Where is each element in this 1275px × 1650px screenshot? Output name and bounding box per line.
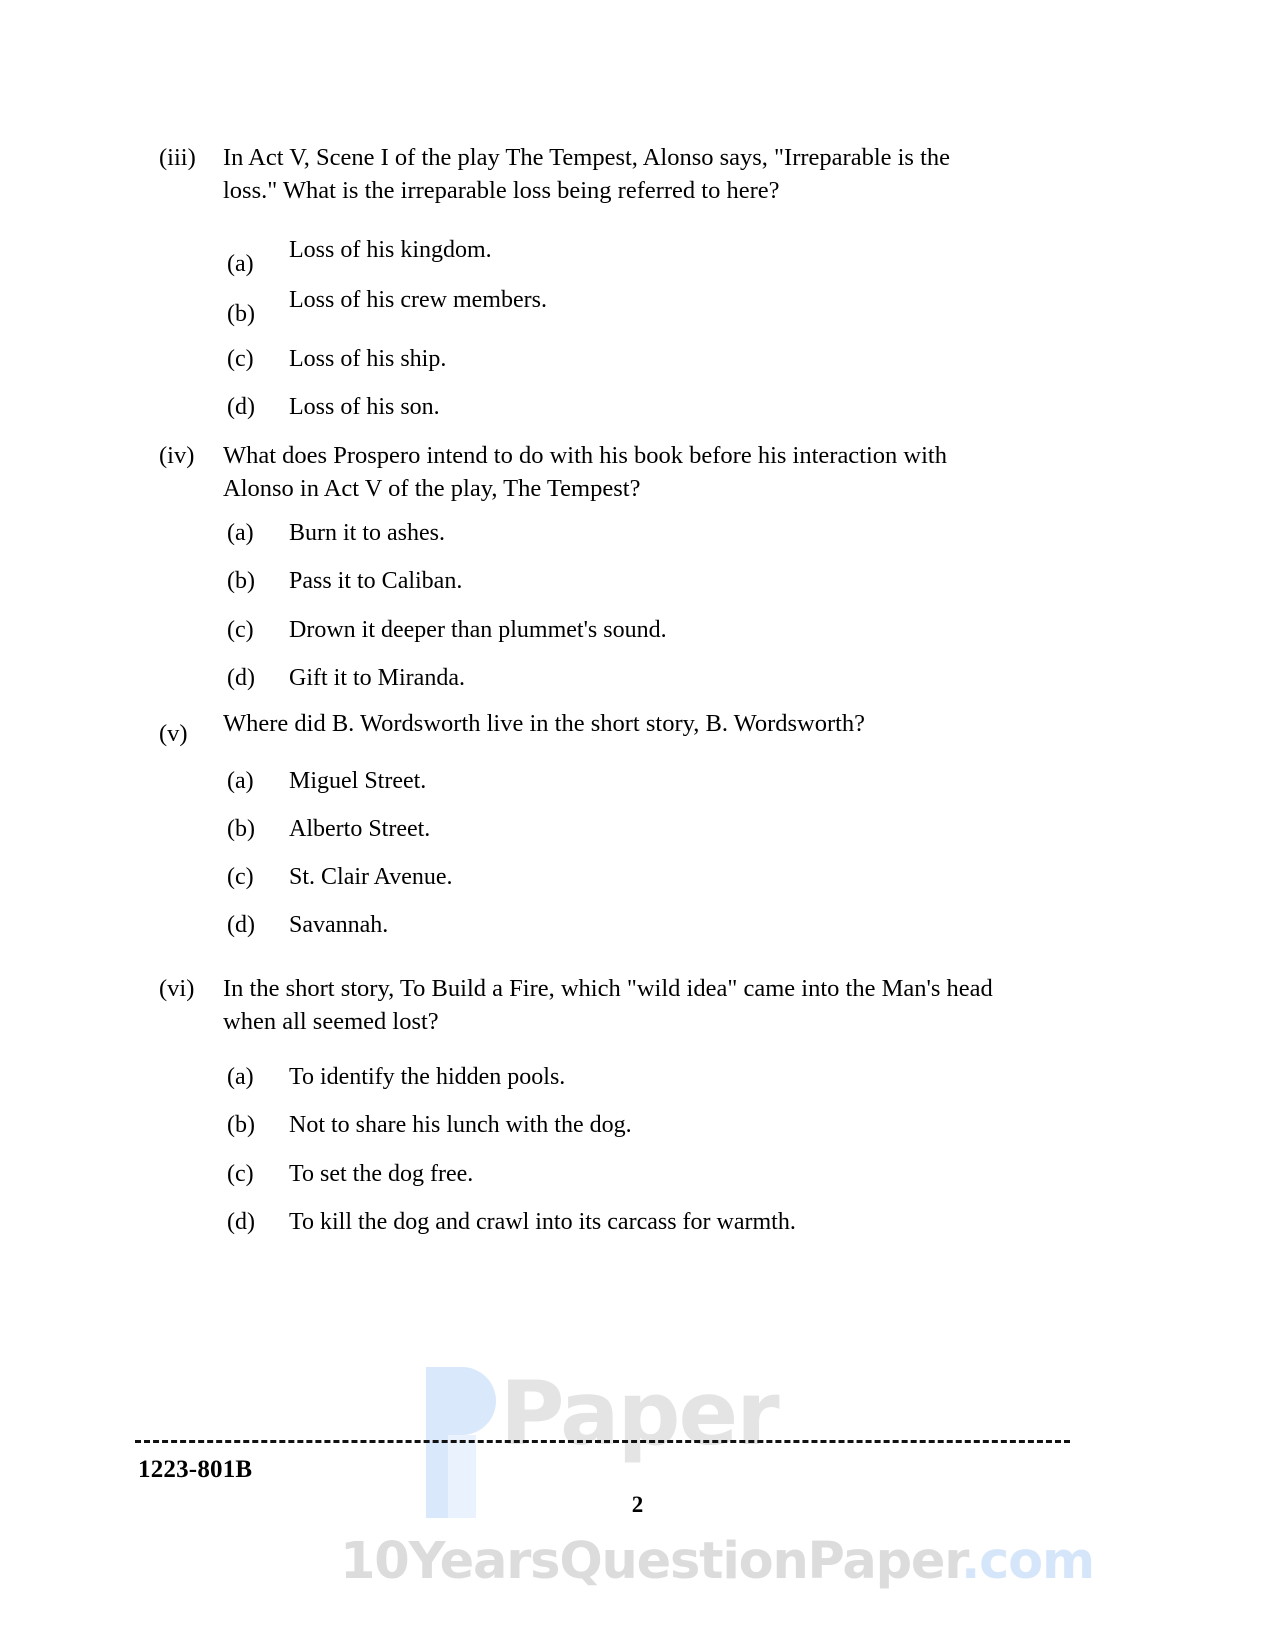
option-row[interactable] — [155, 344, 1055, 375]
option-text: Alberto Street. — [289, 815, 431, 842]
option-row[interactable] — [155, 766, 1055, 797]
option-text: St. Clair Avenue. — [289, 863, 453, 890]
option-text: To identify the hidden pools. — [289, 1064, 566, 1091]
page-number: 2 — [631, 1492, 644, 1517]
option-text: Burn it to ashes. — [289, 520, 445, 547]
option-text: Loss of his son. — [289, 393, 440, 420]
option-text: Not to share his lunch with the dog. — [289, 1112, 632, 1139]
brand-url-tld: .com — [960, 1532, 1094, 1591]
option-label: (d) — [227, 912, 255, 939]
question-header — [155, 142, 1055, 207]
option-row[interactable] — [155, 862, 1055, 893]
option-label: (d) — [227, 393, 255, 420]
option-text: Drown it deeper than plummet's sound. — [289, 616, 667, 643]
option-text: Loss of his ship. — [289, 345, 447, 372]
brand-word-watermark: Paper — [500, 1362, 778, 1465]
footer-divider — [135, 1440, 1070, 1443]
option-row[interactable] — [155, 615, 1055, 646]
option-label: (c) — [227, 863, 254, 890]
option-row[interactable] — [155, 1207, 1055, 1238]
option-row[interactable] — [155, 235, 1055, 278]
question-block — [155, 142, 1055, 423]
option-label: (c) — [227, 345, 254, 372]
option-label: (c) — [227, 616, 254, 643]
option-label: (a) — [227, 1064, 254, 1091]
question-text: Where did B. Wordsworth live in the short story, B. Wordsworth? — [223, 710, 866, 737]
question-text: What does Prospero intend to do with his book before his interaction with Alonso in Act V of the play, The Tempest? — [223, 442, 947, 502]
option-text: Miguel Street. — [289, 767, 427, 794]
option-row[interactable] — [155, 285, 1055, 328]
option-row[interactable] — [155, 518, 1055, 549]
option-row[interactable] — [155, 1159, 1055, 1190]
option-label: (a) — [227, 251, 254, 278]
question-block — [155, 440, 1055, 694]
option-row[interactable] — [155, 814, 1055, 845]
brand-url-watermark — [340, 1532, 1094, 1591]
option-row[interactable] — [155, 663, 1055, 694]
option-text: Savannah. — [289, 912, 389, 939]
question-number: (iii) — [159, 144, 196, 171]
paper-code: 1223-801B — [138, 1456, 253, 1483]
option-text: To set the dog free. — [289, 1160, 474, 1187]
option-text: Loss of his kingdom. — [289, 237, 492, 264]
question-block — [155, 973, 1055, 1238]
question-text: In the short story, To Build a Fire, which "wild idea" came into the Man's head when all seemed lost? — [223, 975, 993, 1035]
question-header — [155, 440, 1055, 505]
question-text: In Act V, Scene I of the play The Tempest, Alonso says, "Irreparable is the loss." What is the irreparable loss being referred to here? — [223, 144, 951, 204]
option-row[interactable] — [155, 1062, 1055, 1093]
option-row[interactable] — [155, 392, 1055, 423]
option-label: (c) — [227, 1160, 254, 1187]
question-number: (v) — [159, 720, 188, 747]
option-row[interactable] — [155, 910, 1055, 941]
question-block — [155, 708, 1055, 941]
option-label: (a) — [227, 520, 254, 547]
option-text: Loss of his crew members. — [289, 287, 547, 314]
question-header — [155, 708, 1055, 747]
option-label: (b) — [227, 301, 255, 328]
option-text: Pass it to Caliban. — [289, 568, 463, 595]
option-text: To kill the dog and crawl into its carcass for warmth. — [289, 1208, 796, 1235]
option-label: (b) — [227, 568, 255, 595]
option-label: (a) — [227, 767, 254, 794]
brand-url-main: 10YearsQuestionPaper — [340, 1532, 961, 1591]
option-label: (b) — [227, 815, 255, 842]
option-label: (d) — [227, 664, 255, 691]
option-label: (d) — [227, 1208, 255, 1235]
question-header — [155, 973, 1055, 1038]
option-row[interactable] — [155, 1110, 1055, 1141]
option-label: (b) — [227, 1112, 255, 1139]
question-number: (vi) — [159, 975, 195, 1002]
option-text: Gift it to Miranda. — [289, 664, 465, 691]
question-number: (iv) — [159, 442, 195, 469]
option-row[interactable] — [155, 566, 1055, 597]
